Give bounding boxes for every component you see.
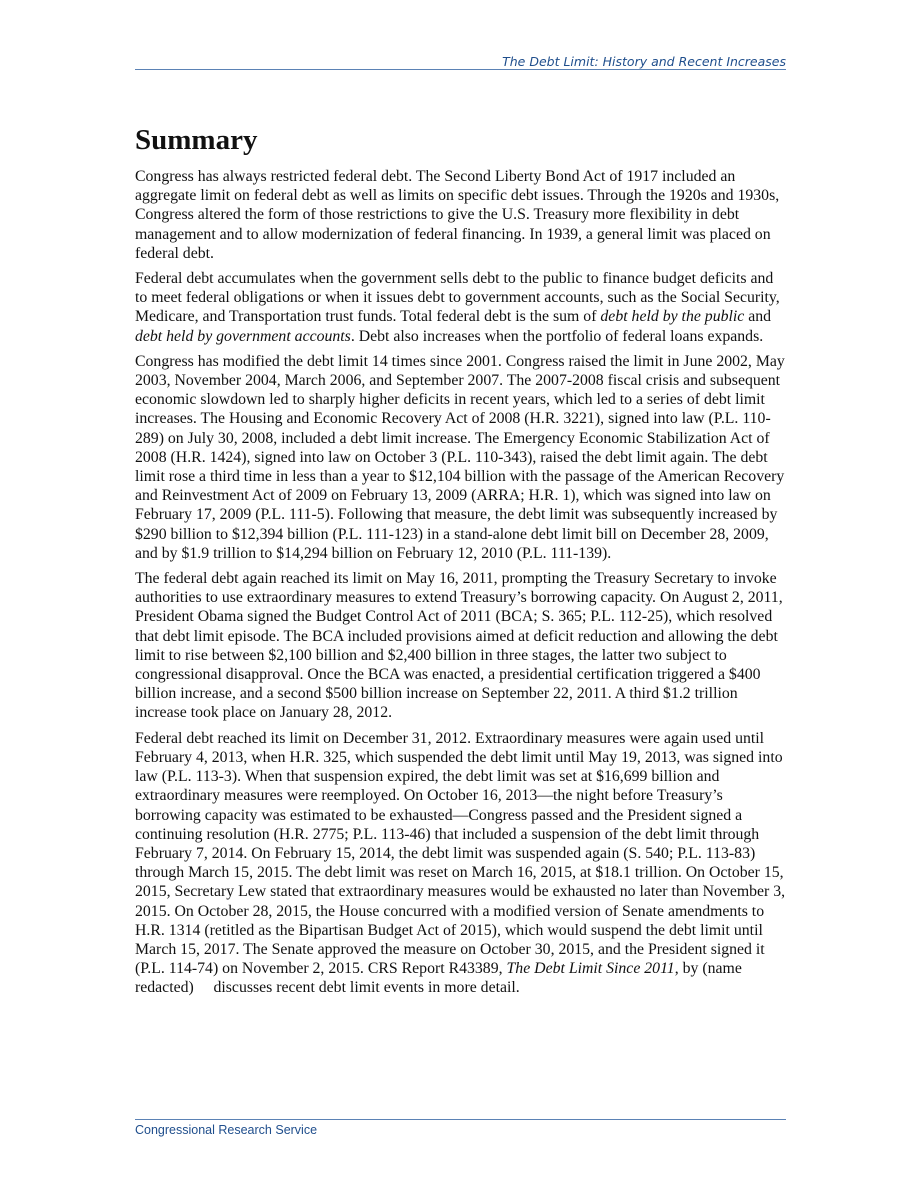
page-title: Summary (135, 124, 258, 156)
running-header: The Debt Limit: History and Recent Increases (502, 54, 786, 69)
paragraph-2 (135, 269, 787, 346)
paragraph-3: Congress has modified the debt limit 14 times since 2001. Congress raised the limit in June 2002, May 2003, November 2004, March 2006, and September 2007. The 2007-2008 fiscal crisis and subsequent economic slowdown led to sharply higher deficits in recent years, which led to a series of debt limit increases. The Housing and Economic Recovery Act of 2008 (H.R. 3221), signed into law (P.L. 110-289) on July 30, 2008, included a debt limit increase. The Emergency Economic Stabilization Act of 2008 (H.R. 1424), signed into law on October 3 (P.L. 110-343), raised the debt limit again. The debt limit rose a third time in less than a year to $12,104 billion with the passage of the American Recovery and Reinvestment Act of 2009 on February 13, 2009 (ARRA; H.R. 1), which was signed into law on February 17, 2009 (P.L. 111-5). Following that measure, the debt limit was subsequently increased by $290 billion to $12,394 billion (P.L. 111-123) in a stand-alone debt limit bill on December 28, 2009, and by $1.9 trillion to $14,294 billion on February 12, 2010 (P.L. 111-139). (135, 352, 785, 562)
paragraph-5-text-a: Federal debt reached its limit on December 31, 2012. Extraordinary measures were again used until February 4, 2013, when H.R. 325, which suspended the debt limit until May 19, 2013, was signed into law (P.L. 113-3). When that suspension expired, the debt limit was set at $16,699 billion and extraordinary measures were reemployed. On October 16, 2013—the night before Treasury’s borrowing capacity was estimated to be exhausted—Congress passed and the President signed a continuing resolution (H.R. 2775; P.L. 113-46) that included a suspension of the debt limit through February 7, 2014. On February 15, 2014, the debt limit was suspended again (S. 540; P.L. 113-83) through March 15, 2015. The debt limit was reset on March 16, 2015, at $18.1 trillion. On October 15, 2015, Secretary Lew stated that extraordinary measures would be exhausted no later than November 3, 2015. On October 28, 2015, the House concurred with a modified version of Senate amendments to H.R. 1314 (retitled as the Bipartisan Budget Act of 2015), which would suspend the debt limit until March 15, 2017. The Senate approved the measure on October 30, 2015, and the President signed it (P.L. 114-74) on November 2, 2015. CRS Report R43389, (135, 729, 786, 978)
footer-org: Congressional Research Service (135, 1123, 318, 1137)
term-debt-held-by-public: debt held by the public (600, 308, 745, 326)
paragraph-5 (135, 729, 787, 998)
header-rule (135, 69, 786, 70)
summary-body (135, 167, 787, 1004)
paragraph-5-text-c: , by (name redacted) discusses recent debt limit events in more detail. (135, 960, 746, 997)
paragraph-1: Congress has always restricted federal debt. The Second Liberty Bond Act of 1917 included an aggregate limit on federal debt as well as limits on specific debt issues. Through the 1920s and 1930s, Congress altered the form of those restrictions to give the U.S. Treasury more flexibility in debt management and to allow modernization of federal financing. In 1939, a general limit was placed on federal debt. (135, 168, 780, 262)
paragraph-4: The federal debt again reached its limit on May 16, 2011, prompting the Treasury Secretary to invoke authorities to use extraordinary measures to extend Treasury’s borrowing capacity. On August 2, 2011, President Obama signed the Budget Control Act of 2011 (BCA; S. 365; P.L. 112-25), which resolved that debt limit episode. The BCA included provisions aimed at deficit reduction and allowing the debt limit to rise between $2,100 billion and $2,400 billion in three stages, the latter two subject to congressional disapproval. Once the BCA was enacted, a presidential certification triggered a $400 billion increase, and a second $500 billion increase on September 22, 2011. A third $1.2 trillion increase took place on January 28, 2012. (135, 570, 783, 722)
footer-rule (135, 1119, 786, 1120)
paragraph-2-text-a: Federal debt accumulates when the government sells debt to the public to finance budget deficits and to meet federal obligations or when it issues debt to government accounts, such as the Social Security, Medicare, and Transportation trust funds. Total federal debt is the sum of (135, 270, 780, 326)
report-title-citation: The Debt Limit Since 2011 (506, 960, 675, 978)
paragraph-2-text-c: and (744, 308, 772, 326)
paragraph-2-text-e: . Debt also increases when the portfolio of federal loans expands. (350, 327, 764, 345)
term-debt-held-by-government-accounts: debt held by government accounts (135, 327, 351, 345)
